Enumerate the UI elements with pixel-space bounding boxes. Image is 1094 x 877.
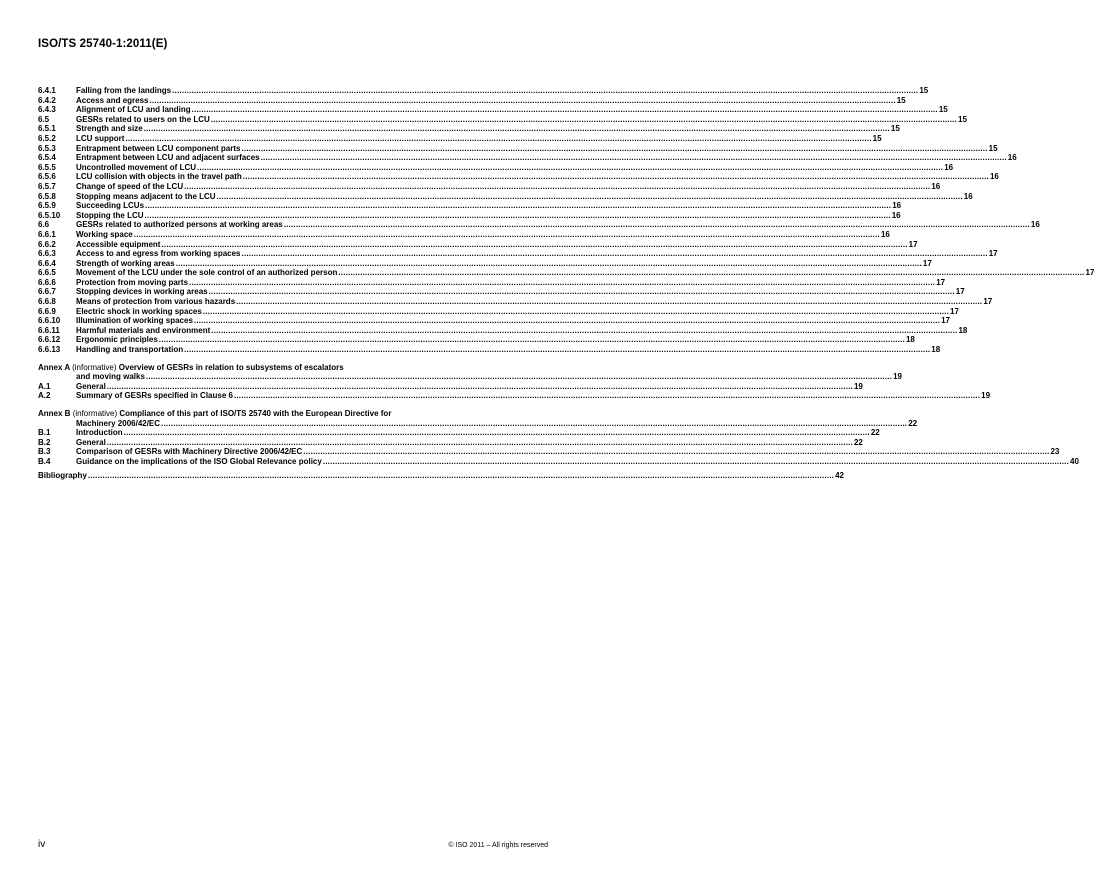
toc-entry-number: 6.6.5 (38, 268, 56, 278)
document-id: ISO/TS 25740-1:2011(E) (38, 38, 168, 50)
toc-entry-page: 22 (870, 428, 880, 438)
toc-entry-title: GESRs related to authorized persons at working areas (76, 220, 283, 230)
annex-b-type: (informative) (72, 409, 118, 418)
toc-entry-number: 6.4.1 (38, 86, 56, 95)
toc-entry-title: Entrapment between LCU and adjacent surfaces (76, 153, 260, 163)
leader-dots (242, 249, 988, 259)
toc-entry-title: Handling and transportation (76, 345, 184, 355)
toc-entry-title: General (76, 381, 106, 391)
bibliography-title: Bibliography (38, 470, 87, 480)
annex-a-title-row[interactable] (38, 372, 902, 382)
leader-dots (217, 192, 963, 202)
toc-entry-number: 6.5.9 (38, 201, 56, 211)
toc-entry-number: 6.5.4 (38, 153, 56, 163)
leader-dots (236, 297, 982, 307)
toc-entry[interactable] (38, 345, 941, 355)
toc-entry-page: 16 (989, 172, 999, 182)
toc-entry-title: Electric shock in working spaces (76, 306, 202, 316)
annex-a-heading (38, 363, 546, 373)
leader-dots (261, 153, 1007, 163)
bibliography-page: 42 (835, 470, 844, 480)
toc-entry-number: 6.6.6 (38, 277, 56, 287)
toc-entry-title: Access to and egress from working spaces (76, 249, 241, 259)
toc-entry[interactable] (38, 268, 1094, 278)
leader-dots (197, 163, 943, 173)
toc-entry[interactable] (38, 249, 998, 259)
toc-entry-title: Strength of working areas (76, 258, 175, 268)
toc-entry-number: 6.6 (38, 220, 50, 230)
toc-entry-page: 16 (880, 229, 890, 239)
toc-entry-page: 16 (891, 210, 901, 220)
toc-entry-title: Protection from moving parts (76, 277, 189, 287)
toc-entry-title: Introduction (76, 428, 123, 438)
annex-a-entries (38, 381, 991, 401)
leader-dots (176, 259, 922, 269)
toc-entry[interactable] (38, 105, 948, 115)
toc-entry-page: 17 (936, 277, 946, 287)
leader-dots (243, 172, 989, 182)
toc-entry[interactable] (38, 239, 918, 250)
toc-entry-title: Alignment of LCU and landing (76, 105, 191, 115)
toc-entry-page: 17 (955, 287, 965, 297)
toc-entry-number: B.2 (38, 437, 51, 447)
toc-entry-number: 6.5.5 (38, 162, 56, 172)
toc-entry-title: LCU collision with objects in the travel path (76, 172, 242, 182)
toc-entry[interactable] (38, 428, 880, 438)
toc-entry-title: Strength and size (76, 124, 143, 134)
toc-entry-number: 6.6.3 (38, 249, 56, 259)
copyright-notice: © ISO 2011 – All rights reserved (448, 842, 548, 849)
leader-dots (146, 372, 892, 382)
toc-entry-page: 19 (853, 381, 863, 391)
toc-entry[interactable] (38, 162, 954, 173)
annex-b-label: Annex B (38, 409, 71, 418)
leader-dots (150, 96, 896, 106)
annex-a-label: Annex A (38, 362, 70, 372)
page-number: iv (38, 839, 46, 850)
leader-dots (184, 182, 930, 192)
annex-b-title-line1: Compliance of this part of ISO/TS 25740 with the European Directive for (119, 409, 392, 418)
toc-entry-number: 6.4.3 (38, 105, 56, 115)
leader-dots (211, 326, 957, 336)
toc-entry-number: 6.5.1 (38, 124, 56, 134)
toc-entry[interactable] (38, 181, 941, 192)
toc-entry-number: 6.5.6 (38, 172, 56, 182)
toc-entry-page: 18 (958, 325, 968, 335)
toc-entry[interactable] (38, 191, 973, 202)
leader-dots (107, 382, 853, 392)
toc-entry-page: 17 (988, 249, 998, 259)
toc-entry-title: Comparison of GESRs with Machinery Directive 2006/42/EC (76, 447, 303, 457)
leader-dots (145, 211, 891, 221)
toc-entry-number: 6.6.7 (38, 287, 56, 297)
toc-entry-title: Guidance on the implications of the ISO Global Relevance policy (76, 456, 322, 466)
leader-dots (107, 438, 853, 448)
toc-entry-title: Stopping the LCU (76, 210, 144, 220)
toc-entry[interactable] (38, 143, 998, 154)
toc-entry-number: 6.5.8 (38, 191, 56, 201)
toc-entry-page: 17 (922, 258, 932, 268)
toc-entry[interactable] (38, 381, 863, 392)
toc-entry-page: 15 (872, 133, 882, 143)
toc-entry-title: Harmful materials and environment (76, 325, 211, 335)
annex-b-page: 22 (908, 418, 918, 428)
toc-entry-page: 22 (853, 437, 863, 447)
toc-entry[interactable] (38, 220, 1040, 230)
bibliography-row[interactable] (38, 470, 844, 481)
annex-a-page: 19 (893, 372, 902, 382)
toc-entry-page: 15 (938, 105, 948, 115)
toc-entry-number: 6.5.7 (38, 181, 56, 191)
toc-entry-title: Entrapment between LCU component parts (76, 143, 241, 153)
toc-entry-number: 6.6.8 (38, 297, 56, 307)
toc-entry-title: GESRs related to users on the LCU (76, 114, 210, 124)
toc-entry-title: Stopping means adjacent to the LCU (76, 191, 216, 201)
toc-entry-title: Summary of GESRs specified in Clause 6 (76, 391, 233, 401)
annex-a-title-line2: and moving walks (76, 372, 145, 382)
toc-entry-page: 16 (931, 181, 941, 191)
toc-entry[interactable] (38, 124, 900, 134)
toc-entry[interactable] (38, 437, 863, 448)
toc-entry[interactable] (38, 297, 993, 307)
toc-entry-title: Falling from the landings (76, 86, 172, 95)
toc-entry-number: 6.5.3 (38, 143, 56, 153)
toc-entry-page: 17 (983, 297, 993, 307)
leader-dots (161, 240, 907, 250)
leader-dots (184, 345, 930, 355)
leader-dots (189, 278, 935, 288)
leader-dots (159, 335, 905, 345)
toc-entry[interactable] (38, 316, 950, 326)
toc-entry-title: Ergonomic principles (76, 335, 158, 345)
toc-entry[interactable] (38, 258, 932, 269)
table-of-contents (38, 86, 1094, 480)
leader-dots (203, 307, 949, 317)
annex-a-type: (informative) (72, 362, 117, 372)
toc-entry-page: 18 (931, 345, 941, 355)
toc-entry-title: Change of speed of the LCU (76, 181, 184, 191)
toc-entry[interactable] (38, 287, 965, 297)
toc-entry-page: 15 (896, 95, 906, 105)
leader-dots (144, 124, 890, 134)
toc-entry[interactable] (38, 133, 882, 144)
toc-entry-number: 6.6.1 (38, 229, 56, 239)
toc-entry[interactable] (38, 391, 991, 401)
toc-entry-title: Working space (76, 229, 133, 239)
leader-dots (192, 105, 938, 115)
toc-entry[interactable] (38, 114, 967, 125)
toc-entry[interactable] (38, 201, 902, 211)
leader-dots (194, 316, 940, 326)
leader-dots (284, 220, 1030, 230)
leader-dots (124, 428, 870, 438)
leader-dots (125, 134, 871, 144)
annex-b-title-line2: Machinery 2006/42/EC (76, 418, 161, 428)
toc-entry[interactable] (38, 153, 1017, 163)
toc-entry-number: 6.5.2 (38, 133, 56, 143)
leader-dots (323, 457, 1069, 467)
toc-entry-number: 6.5 (38, 114, 50, 124)
annex-a-title-line1: Overview of GESRs in relation to subsystems of escalators (118, 362, 344, 372)
toc-entry-page: 17 (1085, 268, 1094, 278)
toc-entry-page: 17 (950, 306, 959, 316)
toc-entry-title: Illumination of working spaces (76, 316, 193, 326)
toc-entry-title: Accessible equipment (76, 239, 161, 249)
annex-b-title-row[interactable] (38, 418, 918, 429)
toc-entry-number: 6.4.2 (38, 95, 56, 105)
toc-entry-page: 15 (919, 86, 929, 95)
leader-dots (161, 419, 907, 429)
toc-entry-number: B.3 (38, 447, 51, 457)
toc-entry-number: 6.5.10 (38, 210, 61, 220)
toc-entry-page: 16 (963, 191, 973, 201)
toc-entry-page: 17 (908, 239, 918, 249)
toc-entry-page: 16 (1030, 220, 1040, 230)
toc-entry-number: B.1 (38, 428, 51, 438)
leader-dots (88, 471, 834, 481)
toc-entry-page: 23 (1050, 447, 1060, 457)
toc-entry-title: General (76, 437, 106, 447)
leader-dots (145, 201, 891, 211)
toc-entry[interactable] (38, 95, 906, 106)
toc-entry[interactable] (38, 86, 929, 96)
toc-entry-title: Succeeding LCUs (76, 201, 145, 211)
toc-entry-number: 6.6.12 (38, 335, 61, 345)
toc-entry-page: 16 (892, 201, 902, 211)
leader-dots (234, 391, 980, 401)
toc-entry-page: 40 (1070, 456, 1079, 466)
toc-entry[interactable] (38, 172, 999, 182)
toc-entry-number: 6.6.13 (38, 345, 61, 355)
toc-entry[interactable] (38, 210, 901, 221)
toc-entry[interactable] (38, 229, 890, 240)
annex-b-entries (38, 428, 1079, 466)
leader-dots (303, 447, 1049, 457)
leader-dots (338, 268, 1084, 278)
toc-entry-page: 16 (944, 162, 954, 172)
toc-entry[interactable] (38, 447, 1060, 457)
toc-entry-page: 18 (905, 335, 915, 345)
toc-entry-page: 15 (988, 143, 998, 153)
toc-entry-number: 6.6.11 (38, 325, 60, 335)
toc-entry-title: Stopping devices in working areas (76, 287, 208, 297)
toc-entry-title: Movement of the LCU under the sole control of an authorized person (76, 268, 338, 278)
toc-entry[interactable] (38, 456, 1079, 467)
leader-dots (241, 144, 987, 154)
leader-dots (134, 230, 880, 240)
toc-entry-number: 6.6.4 (38, 258, 56, 268)
toc-entry-page: 15 (958, 114, 967, 124)
toc-entry-number: A.1 (38, 381, 51, 391)
toc-entry-number: 6.6.10 (38, 316, 61, 326)
toc-main-entries (38, 86, 1094, 355)
toc-entry[interactable] (38, 277, 946, 288)
toc-entry-title: Uncontrolled movement of LCU (76, 162, 197, 172)
toc-entry-page: 16 (1007, 153, 1017, 163)
toc-entry-number: 6.6.2 (38, 239, 56, 249)
toc-entry[interactable] (38, 335, 915, 345)
leader-dots (209, 287, 955, 297)
toc-entry-number: B.4 (38, 456, 51, 466)
toc-entry-page: 15 (890, 124, 900, 134)
leader-dots (172, 86, 918, 96)
toc-entry-page: 17 (941, 316, 950, 326)
toc-entry-number: A.2 (38, 391, 51, 401)
annex-b-heading (38, 409, 546, 419)
toc-entry[interactable] (38, 306, 959, 317)
toc-entry-title: Access and egress (76, 95, 149, 105)
toc-entry-page: 19 (981, 391, 991, 401)
leader-dots (211, 115, 957, 125)
toc-entry-title: Means of protection from various hazards (76, 297, 236, 307)
toc-entry[interactable] (38, 325, 968, 336)
toc-entry-number: 6.6.9 (38, 306, 56, 316)
toc-entry-title: LCU support (76, 133, 125, 143)
